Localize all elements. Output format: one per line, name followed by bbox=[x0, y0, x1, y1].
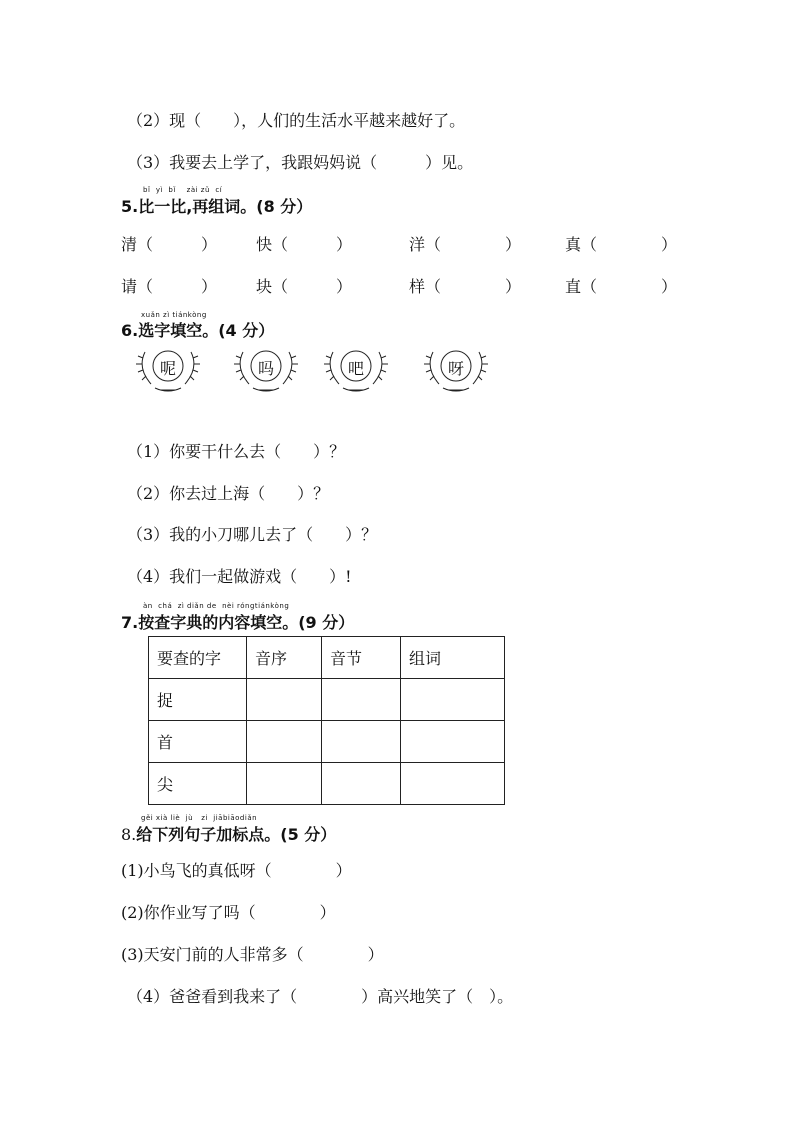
q6-item-2: （2）你去过上海（ ）？ bbox=[127, 484, 330, 503]
option-char: 吧 bbox=[347, 359, 364, 378]
q8-title: 8.给下列句子加标点。(5 分） bbox=[121, 825, 337, 844]
q6-item-1: （1）你要干什么去（ ）？ bbox=[127, 442, 346, 461]
table-header-cell: 音节 bbox=[322, 637, 401, 679]
q4-item-3: （3）我要去上学了，我跟妈妈说（ ）见。 bbox=[127, 153, 474, 172]
table-cell-char: 捉 bbox=[149, 679, 247, 721]
table-header-cell: 要查的字 bbox=[149, 637, 247, 679]
q8-item-1: (1)小鸟飞的真低呀（ ） bbox=[121, 861, 352, 880]
q5-row1-col1: 清（ ） bbox=[121, 235, 218, 254]
table-row bbox=[149, 721, 505, 763]
q5-row1-col2: 快（ ） bbox=[256, 235, 353, 254]
q8-item-2: (2)你作业写了吗（ ） bbox=[121, 903, 336, 922]
q8-pinyin: gěi xià liè jù zi jiābiāodiǎn bbox=[141, 814, 258, 822]
q5-title: 5.比一比,再组词。(8 分） bbox=[121, 197, 313, 216]
q6-item-3: （3）我的小刀哪儿去了（ ）？ bbox=[127, 525, 378, 544]
q5-row1-col4: 真（ ） bbox=[565, 235, 678, 254]
table-cell-char: 首 bbox=[149, 721, 247, 763]
table-cell-char: 尖 bbox=[149, 763, 247, 805]
table-cell-blank[interactable] bbox=[322, 763, 401, 805]
q5-row2-col1: 请（ ） bbox=[121, 277, 218, 296]
q8-item-3: (3)天安门前的人非常多（ ） bbox=[121, 945, 384, 964]
q6-pinyin: xuǎn zì tiánkòng bbox=[141, 311, 207, 319]
table-cell-blank[interactable] bbox=[322, 721, 401, 763]
table-cell-blank[interactable] bbox=[401, 721, 505, 763]
q5-pinyin: bǐ yì bǐ zài zǔ cí bbox=[143, 186, 223, 194]
table-cell-blank[interactable] bbox=[247, 679, 322, 721]
q8-title-text: 给下列句子加标点。(5 分） bbox=[136, 825, 337, 844]
table-cell-blank[interactable] bbox=[247, 763, 322, 805]
q6-title: 6.选字填空。(4 分） bbox=[121, 321, 275, 340]
q5-row2-col4: 直（ ） bbox=[565, 277, 678, 296]
table-cell-blank[interactable] bbox=[322, 679, 401, 721]
table-header-row bbox=[149, 637, 505, 679]
option-char: 呢 bbox=[159, 359, 176, 378]
dictionary-table bbox=[148, 636, 505, 805]
q5-row2-col2: 块（ ） bbox=[256, 277, 353, 296]
table-row bbox=[149, 679, 505, 721]
table-cell-blank[interactable] bbox=[247, 721, 322, 763]
table-cell-blank[interactable] bbox=[401, 679, 505, 721]
table-cell-blank[interactable] bbox=[401, 763, 505, 805]
q7-title: 7.按查字典的内容填空。(9 分） bbox=[121, 613, 355, 632]
q5-row2-col3: 样（ ） bbox=[409, 277, 522, 296]
option-char: 呀 bbox=[447, 359, 464, 378]
q8-item-4: （4）爸爸看到我来了（ ）高兴地笑了（ ）。 bbox=[127, 987, 514, 1006]
table-row bbox=[149, 763, 505, 805]
table-header-cell: 组词 bbox=[401, 637, 505, 679]
q7-pinyin: àn chá zì diǎn de nèi róngtiánkòng bbox=[143, 602, 290, 610]
q6-item-4: （4）我们一起做游戏（ ）! bbox=[127, 567, 352, 586]
q5-row1-col3: 洋（ ） bbox=[409, 235, 522, 254]
q4-item-2: （2）现（ ），人们的生活水平越来越好了。 bbox=[127, 111, 466, 130]
table-header-cell: 音序 bbox=[247, 637, 322, 679]
option-char: 吗 bbox=[257, 359, 274, 378]
